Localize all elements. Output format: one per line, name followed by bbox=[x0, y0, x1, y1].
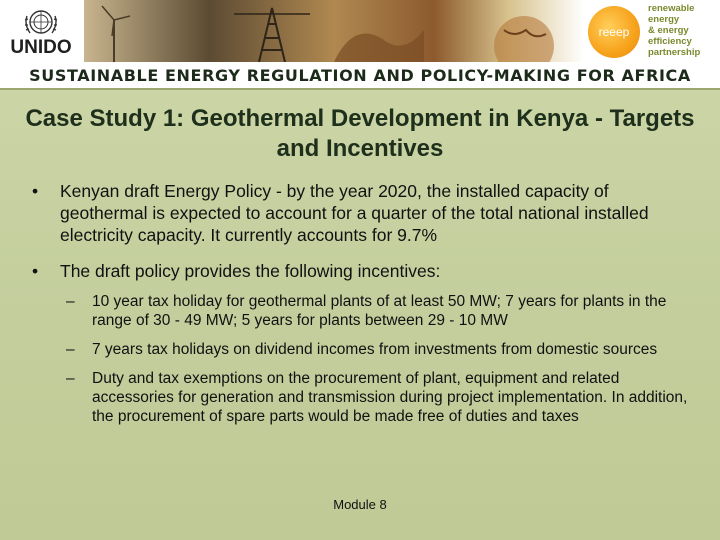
bullet-text: Kenyan draft Energy Policy - by the year 2020, the installed capacity of geothermal is expected to account for a quarter of the total national installed electricity capacity. It currently accounts for 9.7% bbox=[60, 181, 649, 245]
sub-bullet-item bbox=[30, 340, 690, 359]
bullet-text: The draft policy provides the following incentives: bbox=[60, 261, 441, 281]
partner-line: & energy bbox=[648, 25, 689, 36]
bullet-mark: • bbox=[32, 261, 39, 281]
sub-bullet-text: Duty and tax exemptions on the procurement of plant, equipment and related accessories for generation and transmission during project implementation. In addition, the procurement of spare parts would be made free of duties and taxes bbox=[92, 370, 688, 425]
partner-line: renewable bbox=[648, 3, 695, 14]
reeep-partnership-text bbox=[648, 3, 718, 58]
sub-bullet-text: 7 years tax holidays on dividend incomes from investments from domestic sources bbox=[92, 341, 658, 358]
reeep-logo-text: reeep bbox=[598, 25, 630, 39]
slide-title: Case Study 1: Geothermal Development in Kenya - Targets and Incentives bbox=[25, 105, 695, 162]
header-scene-image bbox=[84, 0, 584, 62]
partner-line: efficiency bbox=[648, 36, 692, 47]
program-subtitle: SUSTAINABLE ENERGY REGULATION AND POLICY-MAKING FOR AFRICA bbox=[29, 66, 691, 85]
sub-bullet-mark: – bbox=[66, 293, 75, 310]
bullet-mark: • bbox=[32, 181, 39, 201]
sub-bullet-mark: – bbox=[66, 370, 75, 387]
un-emblem-icon bbox=[21, 6, 61, 40]
header-banner bbox=[0, 0, 720, 62]
sub-bullet-text: 10 year tax holiday for geothermal plants of at least 50 MW; 7 years for plants in the range of 30 - 49 MW; 5 years for plants between 29 - 10 MW bbox=[92, 293, 667, 329]
partner-line: partnership bbox=[648, 47, 701, 58]
sub-bullet-item bbox=[30, 292, 690, 330]
slide-content bbox=[30, 180, 690, 426]
bullet-item bbox=[30, 180, 690, 246]
reeep-logo bbox=[588, 6, 640, 58]
partner-line: energy bbox=[648, 14, 680, 25]
slide-footer: Module 8 bbox=[333, 497, 387, 512]
sub-bullet-mark: – bbox=[66, 341, 75, 358]
unido-logo bbox=[2, 0, 80, 62]
bullet-item bbox=[30, 260, 690, 282]
unido-logo-text: UNIDO bbox=[10, 36, 72, 58]
sub-bullet-item bbox=[30, 369, 690, 426]
